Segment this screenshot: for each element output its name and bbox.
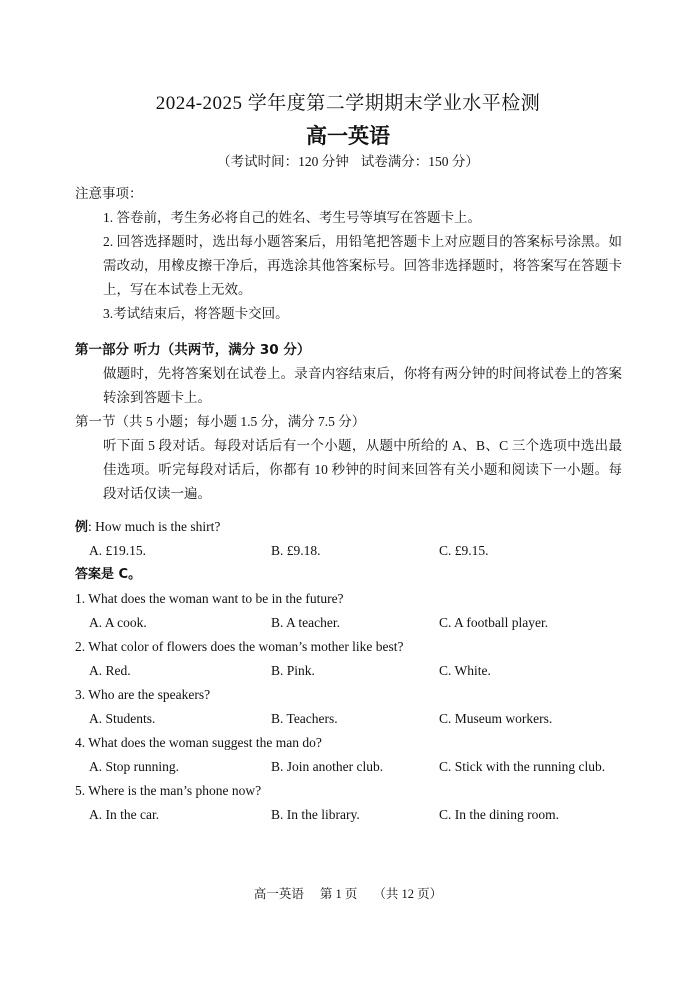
q3-option-c: C. Museum workers.: [439, 711, 553, 726]
note-item-3: 3.考试结束后，将答题卡交回。: [103, 306, 289, 321]
subject-title: 高一英语: [306, 124, 390, 148]
notes-heading: 注意事项：: [75, 186, 143, 201]
q1-option-a: A. A cook.: [89, 615, 147, 630]
question-4-options: [75, 755, 635, 779]
example-label: 例: [75, 520, 89, 535]
question-2: 2. What color of flowers does the woman’s mother like best?: [75, 639, 404, 654]
time-limit: （考试时间：120 分钟: [217, 154, 349, 169]
question-1: 1. What does the woman want to be in the future?: [75, 591, 344, 606]
question-5-options: [75, 803, 635, 827]
note-item-2: 2. 回答选择题时，选出每小题答案后，用铅笔把答题卡上对应题目的答案标号涂黑。如需改动，用橡皮擦干净后，再选涂其他答案标号。回答非选择题时，将答案写在答题卡上，写在本试卷上无效。: [103, 234, 622, 297]
section1-instruction: 听下面 5 段对话。每段对话后有一个小题，从题中所给的 A、B、C 三个选项中选出最佳选项。听完每段对话后，你都有 10 秒钟的时间来回答有关小题和阅读下一小题。每段对话仅读一遍。: [103, 438, 622, 501]
part1-instruction: 做题时，先将答案划在试卷上。录音内容结束后，你将有两分钟的时间将试卷上的答案转涂到答题卡上。: [103, 366, 622, 405]
exam-title: 2024-2025 学年度第二学期期末学业水平检测: [155, 93, 541, 114]
q1-option-c: C. A football player.: [439, 615, 549, 630]
question-1-options: [75, 611, 635, 635]
example-option-a: A. £19.15.: [89, 543, 146, 558]
footer-subject: 高一英语: [253, 887, 304, 901]
question-4: 4. What does the woman suggest the man do?: [75, 735, 322, 750]
q5-option-a: A. In the car.: [89, 807, 160, 822]
example-option-b: B. £9.18.: [271, 543, 321, 558]
q1-option-b: B. A teacher.: [271, 615, 340, 630]
example-text: : How much is the shirt?: [88, 519, 221, 534]
example-options: [75, 539, 635, 563]
q5-option-b: B. In the library.: [271, 807, 360, 822]
exam-time-info: [0, 150, 696, 170]
q4-option-a: A. Stop running.: [89, 759, 180, 774]
question-3-options: [75, 707, 635, 731]
note-item-1: 1. 答卷前，考生务必将自己的姓名、考生号等填写在答题卡上。: [103, 210, 481, 225]
section1-heading: 第一节（共 5 小题；每小题 1.5 分，满分 7.5 分）: [75, 414, 366, 429]
example-option-c: C. £9.15.: [439, 543, 489, 558]
part1-section: [75, 338, 622, 506]
page-footer: [0, 884, 696, 902]
question-5: 5. Where is the man’s phone now?: [75, 783, 262, 798]
q2-option-a: A. Red.: [89, 663, 131, 678]
footer-total-pages: （共 12 页）: [373, 887, 443, 901]
part1-heading: 第一部分 听力（共两节，满分 30 分）: [75, 342, 311, 358]
question-2-options: [75, 659, 635, 683]
question-3: 3. Who are the speakers?: [75, 687, 211, 702]
q3-option-b: B. Teachers.: [271, 711, 338, 726]
question-list: [75, 515, 635, 827]
q4-option-b: B. Join another club.: [271, 759, 384, 774]
q3-option-a: A. Students.: [89, 711, 156, 726]
q2-option-b: B. Pink.: [271, 663, 315, 678]
footer-page-number: 第 1 页: [319, 887, 358, 901]
full-score: 试卷满分：150 分）: [360, 154, 479, 169]
q5-option-c: C. In the dining room.: [439, 807, 559, 822]
q4-option-c: C. Stick with the running club.: [439, 759, 606, 774]
notes-section: [75, 182, 622, 326]
example-answer: 答案是 C。: [75, 567, 142, 582]
q2-option-c: C. White.: [439, 663, 491, 678]
example-question: [75, 515, 635, 539]
